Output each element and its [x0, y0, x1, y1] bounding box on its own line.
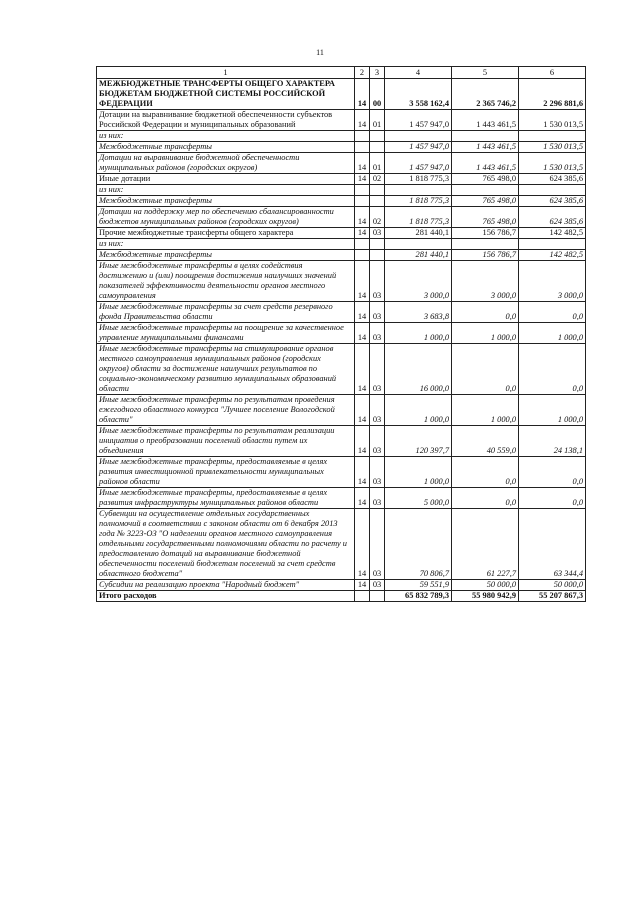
table-row [97, 395, 586, 426]
row-value-1: 120 397,7 [385, 426, 452, 457]
row-value-1: 16 000,0 [385, 344, 452, 395]
row-value-3: 1 000,0 [519, 395, 586, 426]
header-col-3: 3 [370, 67, 385, 79]
row-section: 14 [355, 207, 370, 228]
table-row [97, 153, 586, 174]
table-row [97, 580, 586, 591]
row-section: 14 [355, 395, 370, 426]
row-value-3: 142 482,5 [519, 228, 586, 239]
row-value-3: 624 385,6 [519, 174, 586, 185]
row-name: Межбюджетные трансферты [97, 250, 355, 261]
row-value-1: 5 000,0 [385, 488, 452, 509]
table-row [97, 174, 586, 185]
row-value-2 [452, 239, 519, 250]
row-value-2: 50 000,0 [452, 580, 519, 591]
row-value-2: 2 365 746,2 [452, 79, 519, 110]
row-subsection: 03 [370, 228, 385, 239]
table-row [97, 344, 586, 395]
row-name: Иные межбюджетные трансферты, предоставляемые в целях развития инфраструктуры муниципальных районов области [97, 488, 355, 509]
row-section: 14 [355, 79, 370, 110]
row-value-3: 624 385,6 [519, 196, 586, 207]
header-col-1: 1 [97, 67, 355, 79]
row-name: Иные межбюджетные трансферты по результатам реализации инициатив о преобразовании поселений области путем их объединения [97, 426, 355, 457]
row-section: 14 [355, 174, 370, 185]
row-subsection: 03 [370, 344, 385, 395]
row-subsection: 03 [370, 302, 385, 323]
table-row [97, 250, 586, 261]
header-col-2: 2 [355, 67, 370, 79]
row-value-2: 1 443 461,5 [452, 110, 519, 131]
row-value-1: 1 818 775,3 [385, 174, 452, 185]
row-value-2: 1 000,0 [452, 323, 519, 344]
row-value-2: 0,0 [452, 457, 519, 488]
row-subsection: 01 [370, 110, 385, 131]
row-value-1: 281 440,1 [385, 228, 452, 239]
table-row [97, 110, 586, 131]
row-value-2: 1 443 461,5 [452, 153, 519, 174]
row-name: Иные межбюджетные трансферты на поощрение за качественное управление муниципальными финансами [97, 323, 355, 344]
row-section [355, 131, 370, 142]
row-name: Субвенции на осуществление отдельных государственных полномочий в соответствии с законом области от 6 декабря 2013 года № 3223-ОЗ "О наделении органов местного самоуправления отдельными государственными полномочиями области по расчету и предоставлению дотаций на выравнивание бюджетной обеспеченности поселений бюджетам поселений за счет средств областного бюджета" [97, 509, 355, 580]
row-value-3: 3 000,0 [519, 261, 586, 302]
table-row [97, 591, 586, 602]
row-value-1: 1 457 947,0 [385, 153, 452, 174]
row-value-1 [385, 131, 452, 142]
table-header-row [97, 67, 586, 79]
row-value-1: 3 000,0 [385, 261, 452, 302]
row-section: 14 [355, 426, 370, 457]
table-row [97, 509, 586, 580]
row-value-3: 1 530 013,5 [519, 110, 586, 131]
row-value-1: 281 440,1 [385, 250, 452, 261]
row-value-2: 0,0 [452, 488, 519, 509]
row-section [355, 239, 370, 250]
row-subsection [370, 239, 385, 250]
row-subsection [370, 591, 385, 602]
row-section: 14 [355, 509, 370, 580]
row-name: Прочие межбюджетные трансферты общего характера [97, 228, 355, 239]
row-subsection: 03 [370, 509, 385, 580]
row-name: МЕЖБЮДЖЕТНЫЕ ТРАНСФЕРТЫ ОБЩЕГО ХАРАКТЕРА БЮДЖЕТАМ БЮДЖЕТНОЙ СИСТЕМЫ РОССИЙСКОЙ ФЕДЕРАЦИИ [97, 79, 355, 110]
row-section: 14 [355, 488, 370, 509]
row-value-3: 1 530 013,5 [519, 153, 586, 174]
row-subsection: 03 [370, 426, 385, 457]
row-value-1 [385, 239, 452, 250]
row-value-2 [452, 185, 519, 196]
row-section: 14 [355, 457, 370, 488]
row-value-2: 3 000,0 [452, 261, 519, 302]
row-value-3: 0,0 [519, 457, 586, 488]
table-row [97, 196, 586, 207]
row-value-2: 40 559,0 [452, 426, 519, 457]
row-section [355, 142, 370, 153]
header-col-6: 6 [519, 67, 586, 79]
row-name: из них: [97, 131, 355, 142]
row-subsection: 03 [370, 580, 385, 591]
row-name: Иные дотации [97, 174, 355, 185]
row-value-3: 624 385,6 [519, 207, 586, 228]
row-value-3: 142 482,5 [519, 250, 586, 261]
row-value-1: 3 683,8 [385, 302, 452, 323]
row-value-2: 765 498,0 [452, 207, 519, 228]
row-name: Иные межбюджетные трансферты, предоставляемые в целях развития инвестиционной привлекательности муниципальных районов области [97, 457, 355, 488]
table-row [97, 302, 586, 323]
row-value-2 [452, 131, 519, 142]
row-value-2: 55 980 942,9 [452, 591, 519, 602]
row-value-1: 1 000,0 [385, 395, 452, 426]
row-value-1: 1 818 775,3 [385, 207, 452, 228]
table-row [97, 207, 586, 228]
row-name: из них: [97, 185, 355, 196]
table-row [97, 79, 586, 110]
row-section: 14 [355, 580, 370, 591]
row-value-1: 70 806,7 [385, 509, 452, 580]
row-name: Межбюджетные трансферты [97, 142, 355, 153]
row-name: Иные межбюджетные трансферты в целях содействия достижению и (или) поощрения достижения наилучших значений показателей эффективности деятельности органов местного самоуправления [97, 261, 355, 302]
table-row [97, 185, 586, 196]
table-row [97, 323, 586, 344]
row-value-3: 63 344,4 [519, 509, 586, 580]
row-value-3: 0,0 [519, 488, 586, 509]
row-section: 14 [355, 261, 370, 302]
row-name: Межбюджетные трансферты [97, 196, 355, 207]
row-subsection: 01 [370, 153, 385, 174]
row-subsection: 02 [370, 174, 385, 185]
page-number: 11 [316, 48, 324, 57]
row-value-3: 55 207 867,3 [519, 591, 586, 602]
row-subsection [370, 131, 385, 142]
row-name: Дотации на выравнивание бюджетной обеспеченности муниципальных районов (городских округов) [97, 153, 355, 174]
row-section: 14 [355, 110, 370, 131]
row-value-1: 59 551,9 [385, 580, 452, 591]
row-value-2: 156 786,7 [452, 228, 519, 239]
row-value-2: 765 498,0 [452, 174, 519, 185]
row-subsection [370, 142, 385, 153]
row-section [355, 250, 370, 261]
row-value-2: 0,0 [452, 302, 519, 323]
header-col-4: 4 [385, 67, 452, 79]
row-value-2: 61 227,7 [452, 509, 519, 580]
budget-table [96, 66, 586, 602]
row-name: Дотации на поддержку мер по обеспечению сбалансированности бюджетов муниципальных районов (городских округов) [97, 207, 355, 228]
row-section [355, 591, 370, 602]
row-value-2: 1 443 461,5 [452, 142, 519, 153]
row-value-3: 1 000,0 [519, 323, 586, 344]
row-subsection: 03 [370, 457, 385, 488]
table-row [97, 457, 586, 488]
row-value-3: 50 000,0 [519, 580, 586, 591]
table-row [97, 239, 586, 250]
row-name: Итого расходов [97, 591, 355, 602]
table-row [97, 131, 586, 142]
row-subsection: 03 [370, 323, 385, 344]
row-value-1: 65 832 789,3 [385, 591, 452, 602]
row-value-1: 1 457 947,0 [385, 110, 452, 131]
row-subsection: 02 [370, 207, 385, 228]
row-value-3 [519, 185, 586, 196]
row-value-3: 2 296 881,6 [519, 79, 586, 110]
table-row [97, 142, 586, 153]
row-section [355, 185, 370, 196]
row-subsection [370, 185, 385, 196]
row-value-1 [385, 185, 452, 196]
header-col-5: 5 [452, 67, 519, 79]
row-section [355, 196, 370, 207]
table-row [97, 228, 586, 239]
row-value-2: 0,0 [452, 344, 519, 395]
row-subsection: 03 [370, 395, 385, 426]
row-value-3: 24 138,1 [519, 426, 586, 457]
row-section: 14 [355, 302, 370, 323]
row-name: Субсидии на реализацию проекта "Народный бюджет" [97, 580, 355, 591]
row-subsection: 03 [370, 488, 385, 509]
row-subsection [370, 196, 385, 207]
table-row [97, 261, 586, 302]
row-section: 14 [355, 153, 370, 174]
row-name: Иные межбюджетные трансферты по результатам проведения ежегодного областного конкурса "Лучшее поселение Вологодской области" [97, 395, 355, 426]
row-value-3: 1 530 013,5 [519, 142, 586, 153]
table-row [97, 488, 586, 509]
row-name: Иные межбюджетные трансферты за счет средств резервного фонда Правительства области [97, 302, 355, 323]
row-value-3 [519, 239, 586, 250]
row-section: 14 [355, 228, 370, 239]
row-value-3: 0,0 [519, 344, 586, 395]
row-name: из них: [97, 239, 355, 250]
row-value-3 [519, 131, 586, 142]
row-name: Иные межбюджетные трансферты на стимулирование органов местного самоуправления муниципальных районов (городских округов) области за достижение наилучших результатов по социально-экономическому развитию муниципальных образований области [97, 344, 355, 395]
row-subsection: 00 [370, 79, 385, 110]
row-subsection: 03 [370, 261, 385, 302]
row-value-2: 156 786,7 [452, 250, 519, 261]
row-subsection [370, 250, 385, 261]
row-value-2: 765 498,0 [452, 196, 519, 207]
row-value-1: 3 558 162,4 [385, 79, 452, 110]
row-value-2: 1 000,0 [452, 395, 519, 426]
row-value-1: 1 000,0 [385, 457, 452, 488]
row-value-3: 0,0 [519, 302, 586, 323]
row-value-1: 1 000,0 [385, 323, 452, 344]
row-section: 14 [355, 344, 370, 395]
row-value-1: 1 818 775,3 [385, 196, 452, 207]
row-name: Дотации на выравнивание бюджетной обеспеченности субъектов Российской Федерации и муниципальных образований [97, 110, 355, 131]
table-row [97, 426, 586, 457]
row-section: 14 [355, 323, 370, 344]
row-value-1: 1 457 947,0 [385, 142, 452, 153]
